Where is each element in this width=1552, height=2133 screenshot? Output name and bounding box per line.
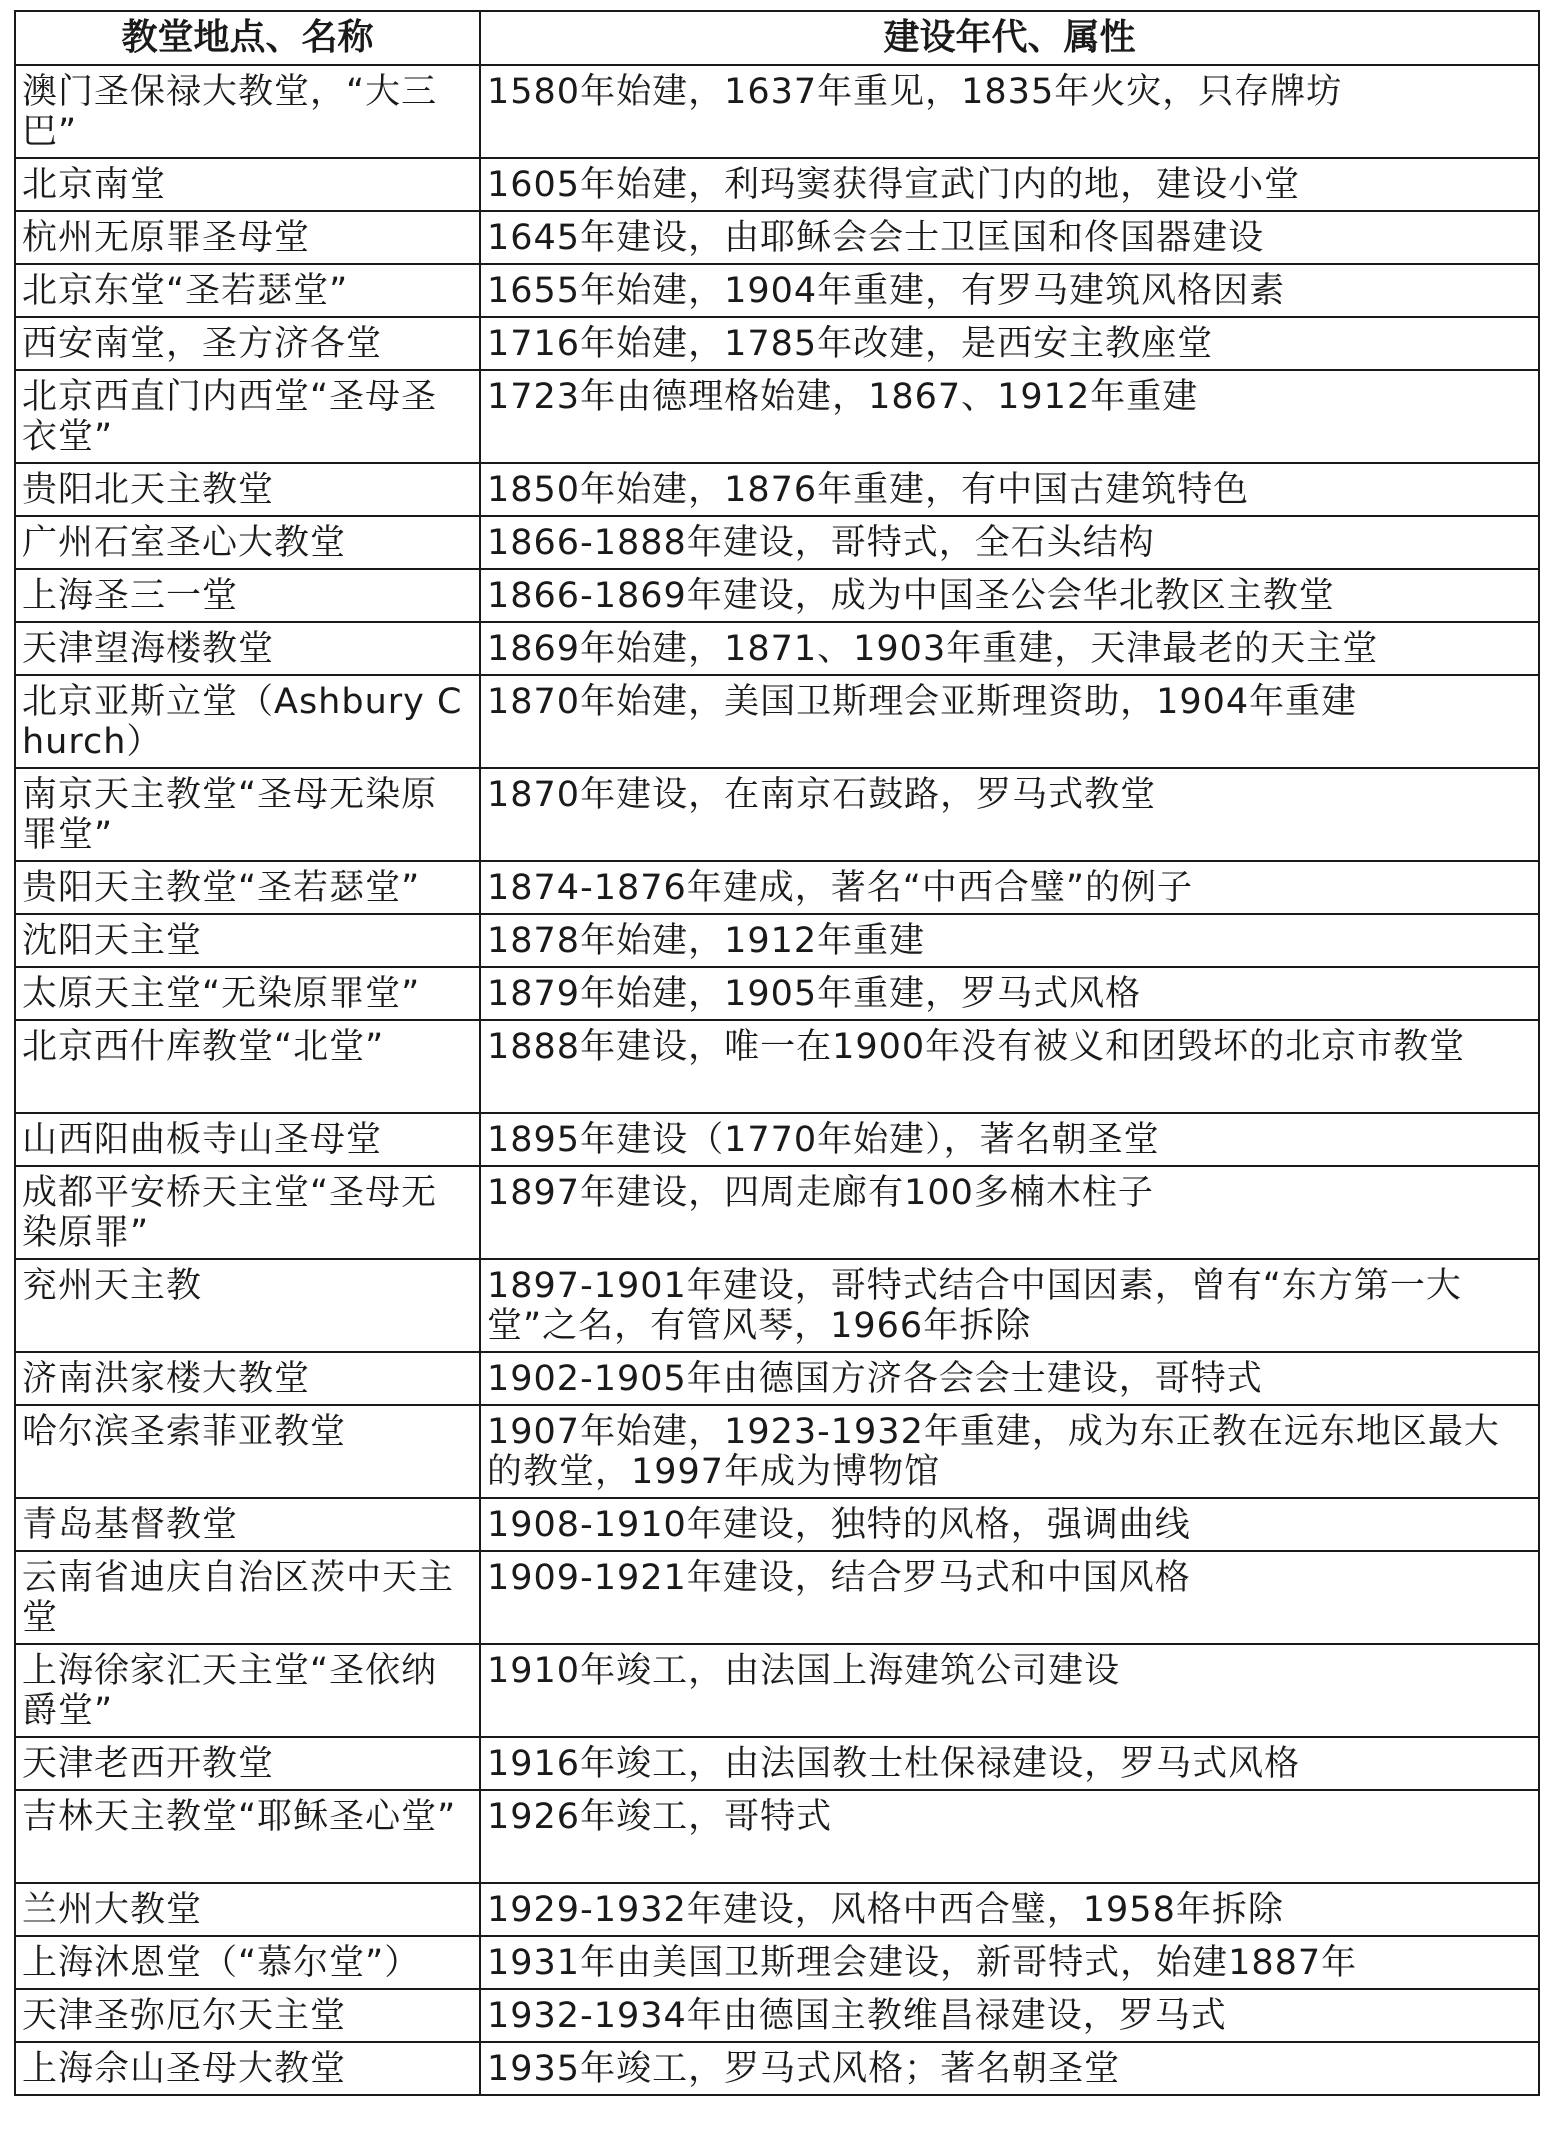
cell-church-info: 1850年始建，1876年重建，有中国古建筑特色 [480,463,1539,516]
table-row [15,675,1539,768]
cell-church-info: 1655年始建，1904年重建，有罗马建筑风格因素 [480,264,1539,317]
cell-church-info: 1931年由美国卫斯理会建设，新哥特式，始建1887年 [480,1936,1539,1989]
cell-church-info: 1870年建设，在南京石鼓路，罗马式教堂 [480,768,1539,861]
cell-church-name: 贵阳北天主教堂 [15,463,480,516]
table-row [15,1498,1539,1551]
table-row [15,1352,1539,1405]
cell-church-info: 1908-1910年建设，独特的风格，强调曲线 [480,1498,1539,1551]
cell-church-info: 1895年建设（1770年始建），著名朝圣堂 [480,1113,1539,1166]
cell-church-info: 1902-1905年由德国方济各会会士建设，哥特式 [480,1352,1539,1405]
cell-church-name: 北京亚斯立堂（Ashbury Church） [15,675,480,768]
table-row [15,1644,1539,1737]
cell-church-info: 1910年竣工，由法国上海建筑公司建设 [480,1644,1539,1737]
column-header-location-name: 教堂地点、名称 [15,11,480,65]
cell-church-info: 1926年竣工，哥特式 [480,1790,1539,1883]
cell-church-info: 1645年建设，由耶稣会会士卫匡国和佟国器建设 [480,211,1539,264]
cell-church-info: 1866-1869年建设，成为中国圣公会华北教区主教堂 [480,569,1539,622]
cell-church-name: 山西阳曲板寺山圣母堂 [15,1113,480,1166]
table-row [15,569,1539,622]
cell-church-name: 成都平安桥天主堂“圣母无染原罪” [15,1166,480,1259]
table-row [15,967,1539,1020]
cell-church-info: 1916年竣工，由法国教士杜保禄建设，罗马式风格 [480,1737,1539,1790]
cell-church-info: 1888年建设，唯一在1900年没有被义和团毁坏的北京市教堂 [480,1020,1539,1113]
cell-church-info: 1869年始建，1871、1903年重建，天津最老的天主堂 [480,622,1539,675]
cell-church-info: 1716年始建，1785年改建，是西安主教座堂 [480,317,1539,370]
table-row [15,211,1539,264]
table-row [15,861,1539,914]
cell-church-name: 澳门圣保禄大教堂，“大三巴” [15,65,480,158]
cell-church-info: 1897-1901年建设，哥特式结合中国因素，曾有“东方第一大堂”之名，有管风琴，1966年拆除 [480,1259,1539,1352]
church-table [14,10,1540,2096]
cell-church-info: 1897年建设，四周走廊有100多楠木柱子 [480,1166,1539,1259]
table-row [15,768,1539,861]
table-row [15,1551,1539,1644]
cell-church-name: 广州石室圣心大教堂 [15,516,480,569]
table-row [15,1883,1539,1936]
table-row [15,1790,1539,1883]
table-row [15,1166,1539,1259]
cell-church-info: 1935年竣工，罗马式风格；著名朝圣堂 [480,2042,1539,2095]
table-row [15,622,1539,675]
cell-church-name: 天津圣弥厄尔天主堂 [15,1989,480,2042]
cell-church-info: 1605年始建，利玛窦获得宣武门内的地，建设小堂 [480,158,1539,211]
table-row [15,2042,1539,2095]
cell-church-name: 天津老西开教堂 [15,1737,480,1790]
church-table-container [14,10,1538,2096]
cell-church-info: 1907年始建，1923-1932年重建，成为东正教在远东地区最大的教堂，1997年成为博物馆 [480,1405,1539,1498]
table-row [15,370,1539,463]
table-header-row [15,11,1539,65]
cell-church-name: 济南洪家楼大教堂 [15,1352,480,1405]
cell-church-info: 1909-1921年建设，结合罗马式和中国风格 [480,1551,1539,1644]
cell-church-name: 贵阳天主教堂“圣若瑟堂” [15,861,480,914]
cell-church-info: 1723年由德理格始建，1867、1912年重建 [480,370,1539,463]
cell-church-info: 1866-1888年建设，哥特式，全石头结构 [480,516,1539,569]
table-row [15,1989,1539,2042]
cell-church-info: 1878年始建，1912年重建 [480,914,1539,967]
cell-church-name: 上海徐家汇天主堂“圣依纳爵堂” [15,1644,480,1737]
table-row [15,1737,1539,1790]
cell-church-name: 杭州无原罪圣母堂 [15,211,480,264]
cell-church-name: 上海佘山圣母大教堂 [15,2042,480,2095]
cell-church-name: 兖州天主教 [15,1259,480,1352]
table-row [15,1113,1539,1166]
cell-church-name: 天津望海楼教堂 [15,622,480,675]
table-row [15,914,1539,967]
table-row [15,463,1539,516]
cell-church-name: 北京东堂“圣若瑟堂” [15,264,480,317]
cell-church-info: 1932-1934年由德国主教维昌禄建设，罗马式 [480,1989,1539,2042]
table-row [15,1936,1539,1989]
table-row [15,65,1539,158]
cell-church-name: 沈阳天主堂 [15,914,480,967]
cell-church-info: 1874-1876年建成，著名“中西合璧”的例子 [480,861,1539,914]
cell-church-name: 南京天主教堂“圣母无染原罪堂” [15,768,480,861]
column-header-year-attributes: 建设年代、属性 [480,11,1539,65]
cell-church-name: 上海圣三一堂 [15,569,480,622]
cell-church-name: 兰州大教堂 [15,1883,480,1936]
cell-church-name: 吉林天主教堂“耶稣圣心堂” [15,1790,480,1883]
cell-church-name: 北京西直门内西堂“圣母圣衣堂” [15,370,480,463]
table-row [15,1259,1539,1352]
cell-church-name: 北京南堂 [15,158,480,211]
table-row [15,158,1539,211]
table-row [15,516,1539,569]
table-row [15,1020,1539,1113]
cell-church-info: 1580年始建，1637年重见，1835年火灾，只存牌坊 [480,65,1539,158]
cell-church-info: 1870年始建，美国卫斯理会亚斯理资助，1904年重建 [480,675,1539,768]
cell-church-name: 云南省迪庆自治区茨中天主堂 [15,1551,480,1644]
cell-church-name: 青岛基督教堂 [15,1498,480,1551]
cell-church-name: 太原天主堂“无染原罪堂” [15,967,480,1020]
table-row [15,264,1539,317]
cell-church-name: 哈尔滨圣索菲亚教堂 [15,1405,480,1498]
table-row [15,317,1539,370]
table-row [15,1405,1539,1498]
cell-church-info: 1879年始建，1905年重建，罗马式风格 [480,967,1539,1020]
cell-church-name: 北京西什库教堂“北堂” [15,1020,480,1113]
cell-church-name: 西安南堂，圣方济各堂 [15,317,480,370]
cell-church-name: 上海沐恩堂（“慕尔堂”） [15,1936,480,1989]
cell-church-info: 1929-1932年建设，风格中西合璧，1958年拆除 [480,1883,1539,1936]
